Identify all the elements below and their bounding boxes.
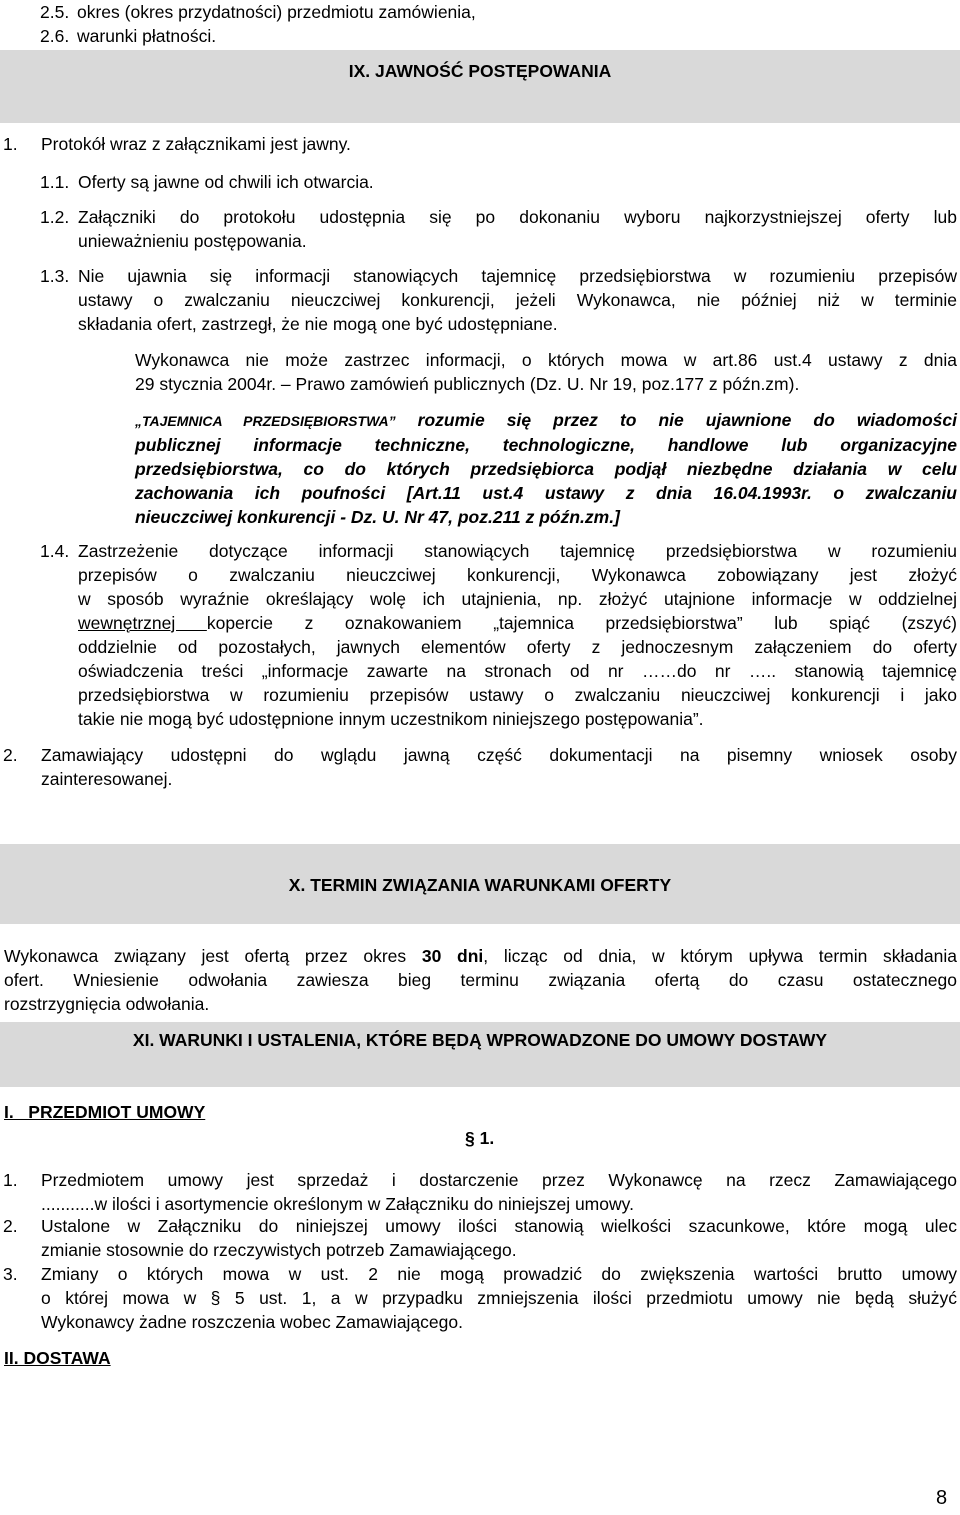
list-item-text: Zastrzeżenie dotyczące informacji stanowiących tajemnicę przedsiębiorstwa w rozumieniu przepisów o zwalczaniu nieuczciwej konkurencji, Wykonawca zobowiązany jest złożyć w sposób wyraźnie określający wolę ich utajnienia, np. złożyć utajnione informacje w oddzielnej wewnętrznej kopercie z oznakowaniem „tajemnica przedsiębiorstwa” lub spiąć (zszyć) oddzielnie od pozostałych, jawnych elementów oferty z jednoczesnym załączeniem do oferty oświadczenia treści „informacje zawarte na stronach od nr ……do nr ….. stanowią tajemnicę przedsiębiorstwa w rozumieniu przepisów ustawy o zwalczaniu nieuczciwej konkurencji i jako takie nie mogą być udostępnione innym uczestnikom niniejszego postępowania”.	[78, 541, 957, 729]
list-item-text: warunki płatności.	[77, 26, 217, 46]
list-item-text: Protokół wraz z załącznikami jest jawny.	[41, 134, 351, 154]
subheading: II. DOSTAWA	[4, 1348, 111, 1368]
list-item-text: Załączniki do protokołu udostępnia się po dokonaniu wyboru najkorzystniejszej oferty lub unieważnieniu postępowania.	[78, 207, 957, 251]
underlined-word: wewnętrznej	[78, 613, 207, 633]
list-number: 2.	[3, 1216, 18, 1236]
list-item-text: Zamawiający udostępni do wglądu jawną część dokumentacji na pisemny wniosek osoby zainteresowanej.	[41, 745, 957, 789]
list-item-text: Nie ujawnia się informacji stanowiących tajemnicę przedsiębiorstwa w rozumieniu przepisów ustawy o zwalczaniu nieuczciwej konkurencji, jeżeli Wykonawca, nie później niż w terminie składania ofert, zastrzegł, że nie mogą one być udostępniane.	[78, 266, 957, 334]
paragraph-mark: § 1.	[465, 1128, 495, 1148]
definition-paragraph: „TAJEMNICA PRZEDSIĘBIORSTWA” rozumie się przez to nie ujawnione do wiadomości publicznej informacje techniczne, technologiczne, handlowe lub organizacyjne przedsiębiorstwa, co do których przedsiębiorca podjął niezbędne działania w celu zachowania ich poufności [Art.11 ust.4 ustawy z dnia 16.04.1993r. o zwalczaniu nieuczciwej konkurencji - Dz. U. Nr 47, poz.211 z późn.zm.]	[135, 410, 957, 527]
list-number: 1.1.	[40, 172, 70, 192]
subheading: I. PRZEDMIOT UMOWY	[4, 1102, 206, 1122]
list-number: 1.4.	[40, 541, 70, 561]
defined-term: „TAJEMNICA PRZEDSIĘBIORSTWA”	[135, 413, 396, 429]
list-number: 1.2.	[40, 207, 70, 227]
list-number: 1.3.	[40, 266, 70, 286]
list-item-text: Oferty są jawne od chwili ich otwarcia.	[78, 172, 374, 192]
list-number: 2.6.	[40, 26, 70, 46]
list-number: 2.	[3, 745, 18, 765]
section-heading: XI. WARUNKI I USTALENIA, KTÓRE BĘDĄ WPROWADZONE DO UMOWY DOSTAWY	[132, 1030, 828, 1050]
list-number: 2.5.	[40, 2, 70, 22]
section-heading: IX. JAWNOŚĆ POSTĘPOWANIA	[348, 61, 612, 81]
body-paragraph: Wykonawca związany jest ofertą przez okres 30 dni, licząc od dnia, w którym upływa termin składania ofert. Wniesienie odwołania zawiesza bieg terminu związania ofertą do czasu ostatecznego rozstrzygnięcia odwołania.	[4, 946, 957, 1014]
section-heading: X. TERMIN ZWIĄZANIA WARUNKAMI OFERTY	[288, 875, 672, 895]
list-item-text: okres (okres przydatności) przedmiotu zamówienia,	[77, 2, 476, 22]
list-number: 1.	[3, 134, 18, 154]
list-item-text: Ustalone w Załączniku do niniejszej umowy ilości stanowią wielkości szacunkowe, które mogą ulec zmianie stosownie do rzeczywistych potrzeb Zamawiającego.	[41, 1216, 957, 1260]
list-item-text: Przedmiotem umowy jest sprzedaż i dostarczenie przez Wykonawcę na rzecz Zamawiającego ...........w ilości i asortymencie określonym w Załączniku do niniejszej umowy.	[41, 1170, 957, 1214]
list-number: 1.	[3, 1170, 18, 1190]
list-item-text: Zmiany o których mowa w ust. 2 nie mogą prowadzić do zwiększenia wartości brutto umowy o której mowa w § 5 ust. 1, a w przypadku zmniejszenia ilości przedmiotu umowy nie będą służyć Wykonawcy żadne roszczenia wobec Zamawiającego.	[41, 1264, 957, 1332]
page-number: 8	[936, 1487, 948, 1509]
note-paragraph: Wykonawca nie może zastrzec informacji, o których mowa w art.86 ust.4 ustawy z dnia 29 stycznia 2004r. – Prawo zamówień publicznych (Dz. U. Nr 19, poz.177 z późn.zm).	[135, 350, 957, 394]
list-number: 3.	[3, 1264, 18, 1284]
